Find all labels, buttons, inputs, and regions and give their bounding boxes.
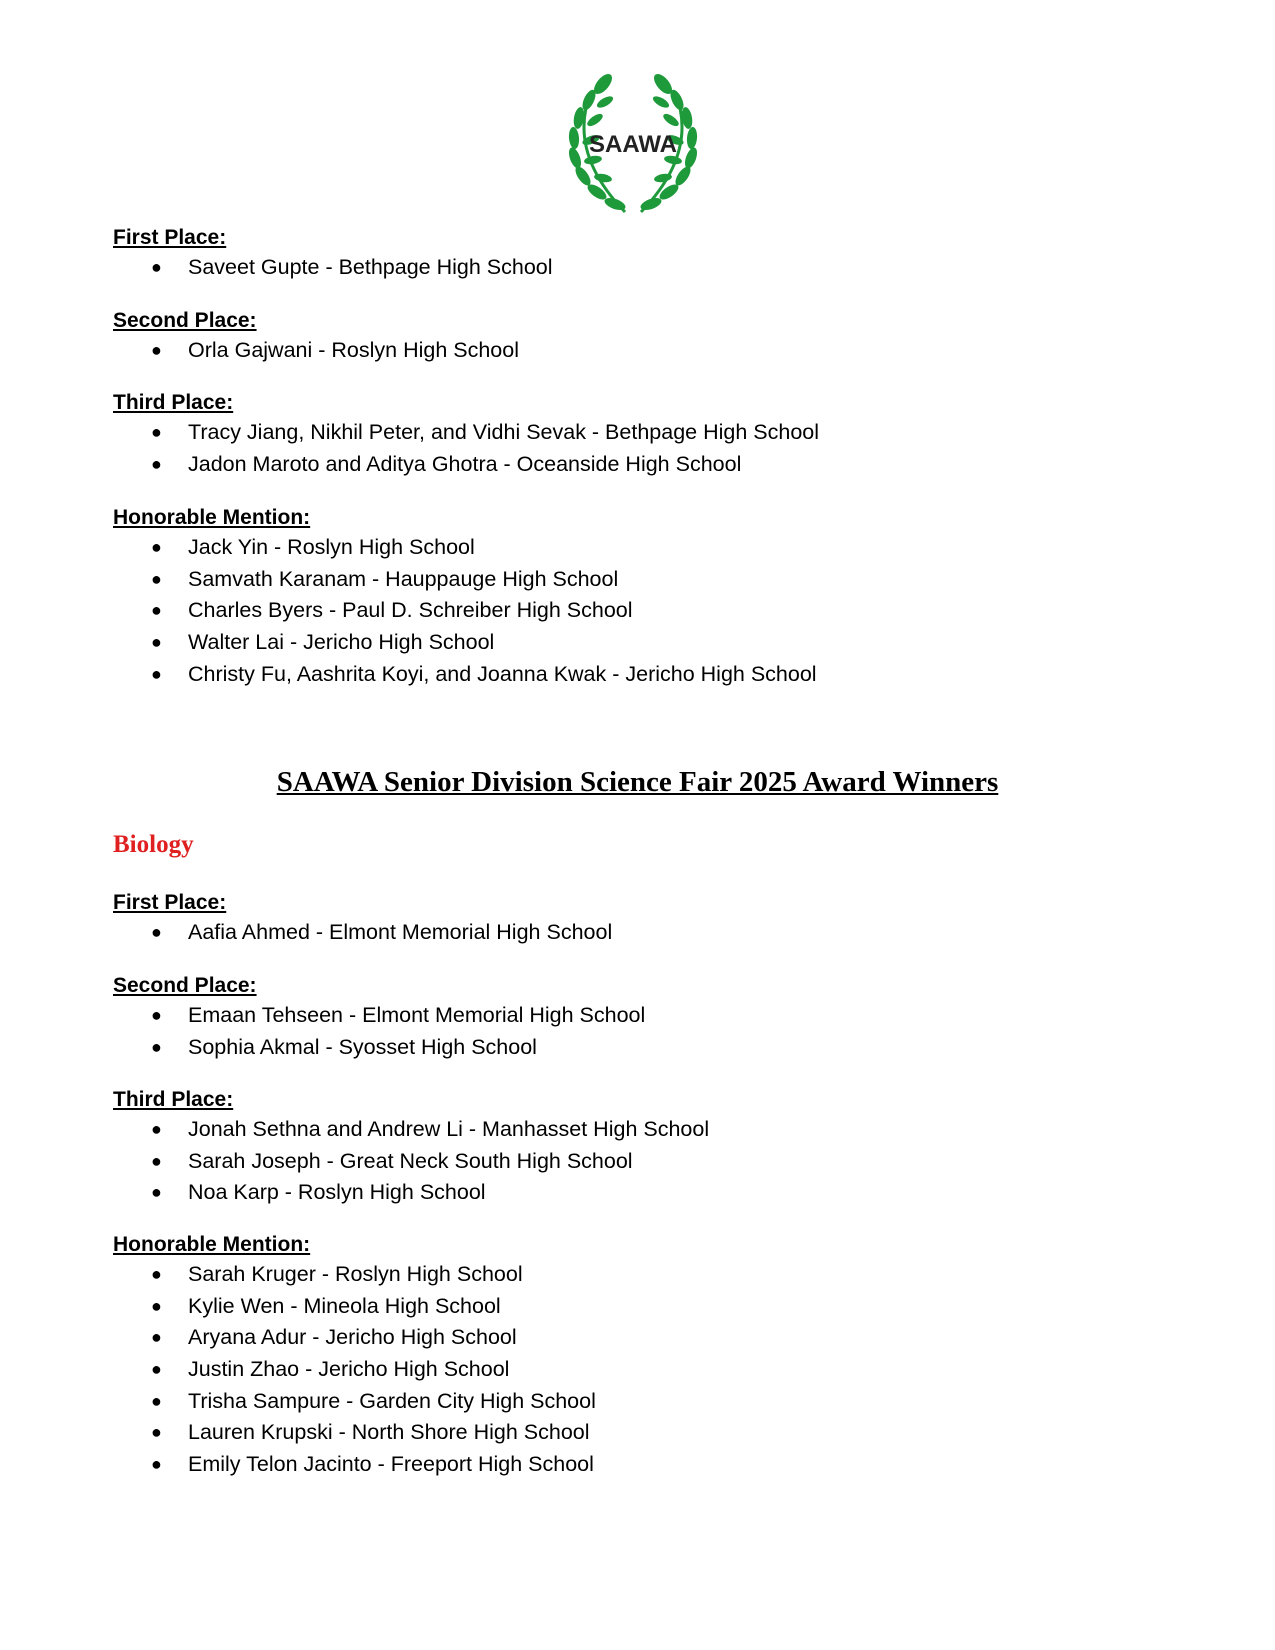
list-item: ● Emily Telon Jacinto - Freeport High School [0,1449,1275,1481]
laurel-wreath-icon [563,72,703,222]
bullet-icon: ● [151,257,162,277]
list-item: ● Emaan Tehseen - Elmont Memorial High School [0,1000,1275,1032]
first-place-list [0,252,1275,284]
list-item: ● Christy Fu, Aashrita Koyi, and Joanna Kwak - Jericho High School [0,659,1275,691]
bullet-icon: ● [151,453,162,474]
list-item: ● Jack Yin - Roslyn High School [0,532,1275,564]
honorable-mention-heading: Honorable Mention: [113,506,311,529]
bio-second-place-list [0,1000,1275,1063]
page-title: SAAWA Senior Division Science Fair 2025 Award Winners [276,766,999,798]
bullet-icon: ● [151,1119,162,1139]
list-item: ● Lauren Krupski - North Shore High School [0,1417,1275,1449]
bio-third-place-list [0,1114,1275,1209]
bullet-icon: ● [151,1454,162,1475]
bio-third-place-heading: Third Place: [113,1088,234,1111]
list-item: ● Samvath Karanam - Hauppauge High School [0,564,1275,596]
saawa-logo [563,72,703,222]
bio-first-place-list [0,917,1275,949]
third-place-heading: Third Place: [113,391,234,414]
list-item: ● Saveet Gupte - Bethpage High School [0,252,1275,284]
list-item: ● Aryana Adur - Jericho High School [0,1322,1275,1354]
bullet-icon: ● [151,663,162,684]
bio-honorable-mention-list [0,1259,1275,1481]
list-item: ● Kylie Wen - Mineola High School [0,1291,1275,1323]
list-item: ● Sarah Joseph - Great Neck South High School [0,1146,1275,1178]
bullet-icon: ● [151,422,162,442]
list-item: ● Jonah Sethna and Andrew Li - Manhasset High School [0,1114,1275,1146]
bullet-icon: ● [151,568,162,589]
bullet-icon: ● [151,537,162,557]
bio-first-place-heading: First Place: [113,891,227,914]
list-item: ● Jadon Maroto and Aditya Ghotra - Oceanside High School [0,449,1275,481]
list-item: ● Noa Karp - Roslyn High School [0,1177,1275,1209]
list-item: ● Sophia Akmal - Syosset High School [0,1032,1275,1064]
logo-text: SAAWA [588,131,678,158]
bullet-icon: ● [151,1327,162,1348]
list-item: ● Trisha Sampure - Garden City High School [0,1386,1275,1418]
list-item: ● Sarah Kruger - Roslyn High School [0,1259,1275,1291]
bullet-icon: ● [151,1359,162,1380]
list-item: ● Walter Lai - Jericho High School [0,627,1275,659]
bullet-icon: ● [151,1295,162,1316]
list-item: ● Aafia Ahmed - Elmont Memorial High School [0,917,1275,949]
bullet-icon: ● [151,632,162,653]
bio-second-place-heading: Second Place: [113,974,257,997]
bullet-icon: ● [151,1422,162,1443]
list-item: ● Orla Gajwani - Roslyn High School [0,335,1275,367]
second-place-heading: Second Place: [113,309,257,332]
bullet-icon: ● [151,1036,162,1057]
category-heading: Biology [113,831,194,858]
bullet-icon: ● [151,1264,162,1284]
bullet-icon: ● [151,1182,162,1203]
bullet-icon: ● [151,1150,162,1171]
bullet-icon: ● [151,922,162,942]
first-place-heading: First Place: [113,226,227,249]
list-item: ● Charles Byers - Paul D. Schreiber High School [0,595,1275,627]
bullet-icon: ● [151,340,162,360]
third-place-list [0,417,1275,480]
list-item: ● Tracy Jiang, Nikhil Peter, and Vidhi Sevak - Bethpage High School [0,417,1275,449]
bio-honorable-mention-heading: Honorable Mention: [113,1233,311,1256]
list-item: ● Justin Zhao - Jericho High School [0,1354,1275,1386]
honorable-mention-list [0,532,1275,690]
bullet-icon: ● [151,1390,162,1411]
bullet-icon: ● [151,600,162,621]
second-place-list [0,335,1275,367]
bullet-icon: ● [151,1005,162,1025]
